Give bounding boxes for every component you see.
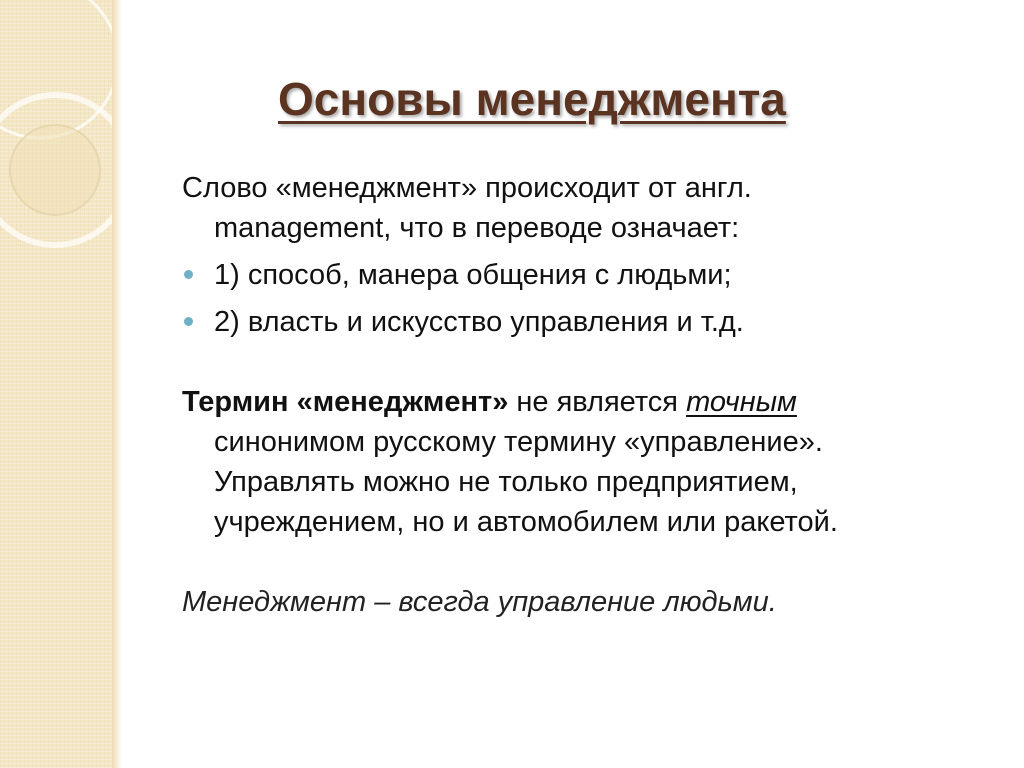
term-line-4: учреждением, но и автомобилем или ракетой.	[214, 506, 838, 538]
list-item	[182, 255, 992, 295]
slide-title: Основы менеджмента	[278, 73, 786, 125]
intro-paragraph	[182, 168, 992, 248]
bullet-icon	[184, 270, 193, 279]
bullet-text: 1) способ, манера общения с людьми;	[214, 259, 732, 291]
slide-content	[182, 168, 992, 622]
term-line-3: Управлять можно не только предприятием,	[214, 466, 798, 498]
term-bold: Термин «менеджмент»	[182, 386, 509, 418]
bullet-text: 2) власть и искусство управления и т.д.	[214, 306, 744, 338]
term-paragraph	[182, 382, 992, 542]
intro-line-1: Слово «менеджмент» происходит от англ.	[182, 172, 752, 204]
sidebar-edge	[112, 0, 122, 768]
conclusion: Менеджмент – всегда управление людьми.	[182, 586, 777, 618]
term-line-2: синонимом русскому термину «управление».	[214, 426, 823, 458]
term-underlined: точным	[686, 386, 797, 418]
circle-ornament	[0, 0, 112, 768]
intro-line-2: management, что в переводе означает:	[214, 212, 740, 244]
decorative-sidebar	[0, 0, 112, 768]
list-item	[182, 302, 992, 342]
bullet-icon	[184, 317, 193, 326]
term-text: не является	[508, 386, 687, 418]
